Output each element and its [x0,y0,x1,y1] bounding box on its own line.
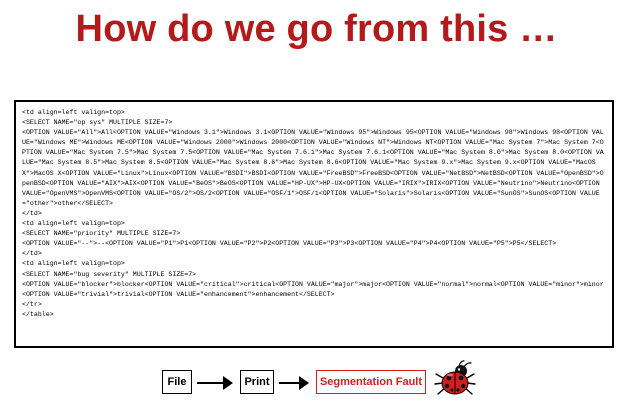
slide-title: How do we go from this … [75,8,558,50]
code-line: <td align=left valign=top> [22,260,125,268]
code-line: <OPTION VALUE="blocker">blocker<OPTION VALUE="critical">critical<OPTION VALUE="major">major<OPTION VALUE="normal">normal<OPTION VALUE="minor">minor<OPTION VALUE="trivial">trivial<OPTION VALUE="enhancement">enhancement</SELECT> [22,280,604,298]
segmentation-fault-box: Segmentation Fault [316,370,426,394]
code-line: <SELECT NAME="op sys" MULTIPLE SIZE=7> [22,119,173,127]
code-line: <td align=left valign=top> [22,220,125,228]
code-line: <OPTION VALUE="All">All<OPTION VALUE="Windows 3.1">Windows 3.1<OPTION VALUE="Windows 95">Windows 95<OPTION VALUE="Windows 98">Windows 98<OPTION VALUE="Windows ME">Windows ME<OPTION VALUE="Windows 2000">Windows 2000<OPTION VALUE="Windows NT">Windows NT<OPTION VALUE="Mac System 7">Mac System 7<OPTION VALUE="Mac System 7.5">Mac System 7.5<OPTION VALUE="Mac System 7.6.1">Mac System 7.6.1<OPTION VALUE="Mac System 8.0">Mac System 8.0<OPTION VALUE="Mac System 8.5">Mac System 8.5<OPTION VALUE="Mac System 8.6">Mac System 8.6<OPTION VALUE="Mac System 9.x">Mac System 9.x<OPTION VALUE="MacOS X">MacOS X<OPTION VALUE="Linux">Linux<OPTION VALUE="BSDI">BSDI<OPTION VALUE="FreeBSD">FreeBSD<OPTION VALUE="NetBSD">NetBSD<OPTION VALUE="OpenBSD">OpenBSD<OPTION VALUE="AIX">AIX<OPTION VALUE="BeOS">BeOS<OPTION VALUE="HP-UX">HP-UX<OPTION VALUE="IRIX">IRIX<OPTION VALUE="Neutrino">Neutrino<OPTION VALUE="OpenVMS">OpenVMS<OPTION VALUE="OS/2">OS/2<OPTION VALUE="OSF/1">OSF/1<OPTION VALUE="Solaris">Solaris<OPTION VALUE="SunOS">SunOS<OPTION VALUE="other">other</SELECT> [22,129,604,207]
code-line: </tr> [22,300,42,308]
file-box: File [162,370,192,394]
code-line: </td> [22,250,42,258]
code-line: <SELECT NAME="bug severity" MULTIPLE SIZE=7> [22,270,197,278]
arrow-right-icon [197,382,231,384]
arrow-right-icon [279,382,307,384]
html-code-box [14,100,614,348]
code-line: <OPTION VALUE="--">--<OPTION VALUE="P1">P1<OPTION VALUE="P2">P2<OPTION VALUE="P3">P3<OPTION VALUE="P4">P4<OPTION VALUE="P5">P5</SELECT> [22,240,557,248]
process-flow [0,368,633,398]
code-line: <td align=left valign=top> [22,109,125,116]
print-box: Print [240,370,274,394]
ladybug-icon [433,360,477,398]
code-line: <SELECT NAME="priority" MULTIPLE SIZE=7> [22,230,181,238]
code-line: </table> [22,310,54,318]
code-line: </td> [22,209,42,217]
